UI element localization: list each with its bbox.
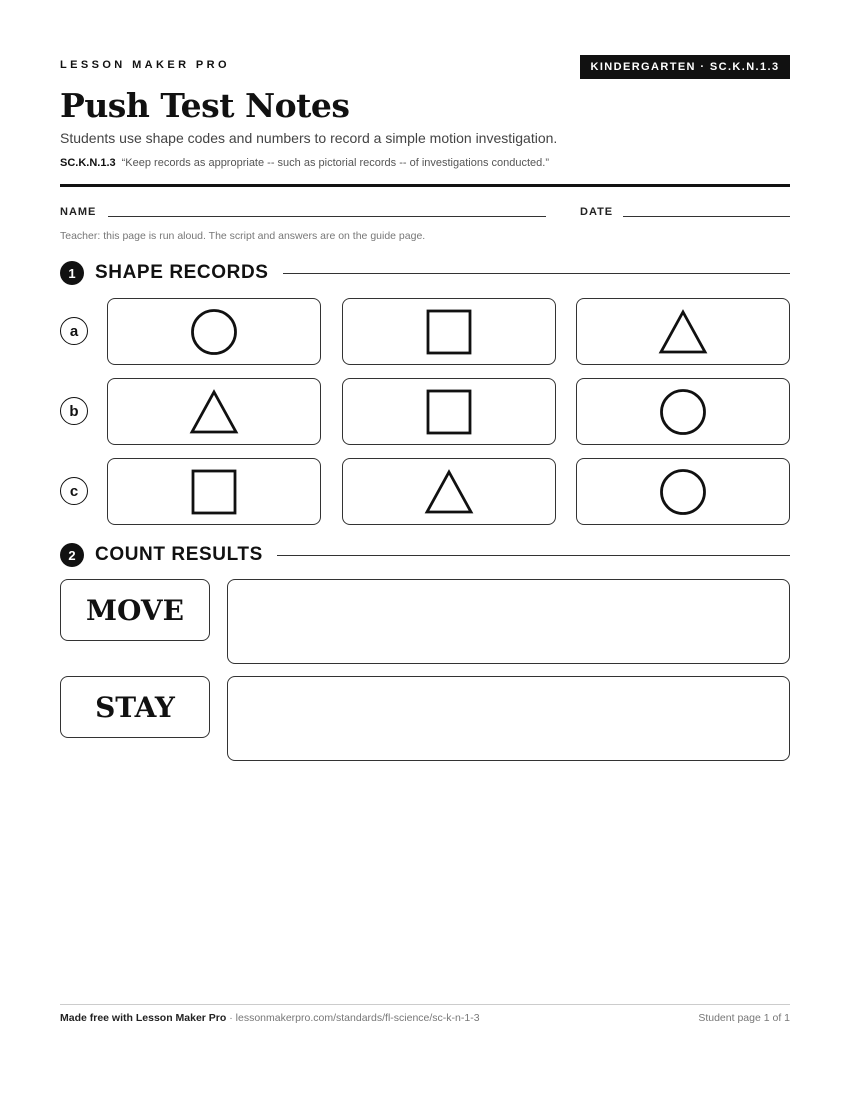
triangle-icon <box>189 389 239 435</box>
row-letter-b: b <box>60 397 88 425</box>
grade-standard-badge: KINDERGARTEN · SC.K.N.1.3 <box>580 55 790 79</box>
standard-line <box>60 157 549 169</box>
header-divider <box>60 184 790 187</box>
name-label: NAME <box>60 206 97 218</box>
section-number-badge: 1 <box>60 261 84 285</box>
square-icon <box>426 389 472 435</box>
shape-card[interactable] <box>342 458 556 525</box>
circle-icon <box>659 388 707 436</box>
triangle-icon <box>424 469 474 515</box>
circle-icon <box>190 308 238 356</box>
brand-name: LESSON MAKER PRO <box>60 59 230 71</box>
date-label: DATE <box>580 206 614 218</box>
count-label-stay: STAY <box>60 676 210 738</box>
section-divider <box>283 273 790 274</box>
standard-quote: “Keep records as appropriate -- such as pictorial records -- of investigations conducted.” <box>121 157 550 169</box>
triangle-icon <box>658 309 708 355</box>
section-title: COUNT RESULTS <box>95 544 263 565</box>
page-title: Push Test Notes <box>60 86 350 125</box>
date-field[interactable] <box>623 216 790 217</box>
count-label-move: MOVE <box>60 579 210 641</box>
page-subtitle: Students use shape codes and numbers to record a simple motion investigation. <box>60 130 558 146</box>
row-letter-c: c <box>60 477 88 505</box>
footer-page-number: Student page 1 of 1 <box>698 1012 790 1024</box>
count-answer-box-stay[interactable] <box>227 676 790 761</box>
shape-card[interactable] <box>107 298 321 365</box>
name-field[interactable] <box>108 216 546 217</box>
circle-icon <box>659 468 707 516</box>
section-title: SHAPE RECORDS <box>95 262 269 283</box>
footer-credit <box>60 1012 480 1024</box>
section-number-badge: 2 <box>60 543 84 567</box>
standard-code: SC.K.N.1.3 <box>60 157 116 169</box>
shape-card[interactable] <box>342 298 556 365</box>
teacher-note: Teacher: this page is run aloud. The script and answers are on the guide page. <box>60 230 426 242</box>
shape-card[interactable] <box>576 458 790 525</box>
shape-card[interactable] <box>576 298 790 365</box>
square-icon <box>191 469 237 515</box>
footer-made-with: Made free with Lesson Maker Pro <box>60 1012 227 1024</box>
section-divider <box>277 555 790 556</box>
shape-card[interactable] <box>107 378 321 445</box>
shape-card[interactable] <box>107 458 321 525</box>
shape-card[interactable] <box>342 378 556 445</box>
square-icon <box>426 309 472 355</box>
footer-url: · lessonmakerpro.com/standards/fl-science/sc-k-n-1-3 <box>226 1012 480 1024</box>
shape-card[interactable] <box>576 378 790 445</box>
section-count-results-header <box>60 543 790 567</box>
footer-divider <box>60 1004 790 1005</box>
section-shape-records-header <box>60 261 790 285</box>
count-answer-box-move[interactable] <box>227 579 790 664</box>
row-letter-a: a <box>60 317 88 345</box>
